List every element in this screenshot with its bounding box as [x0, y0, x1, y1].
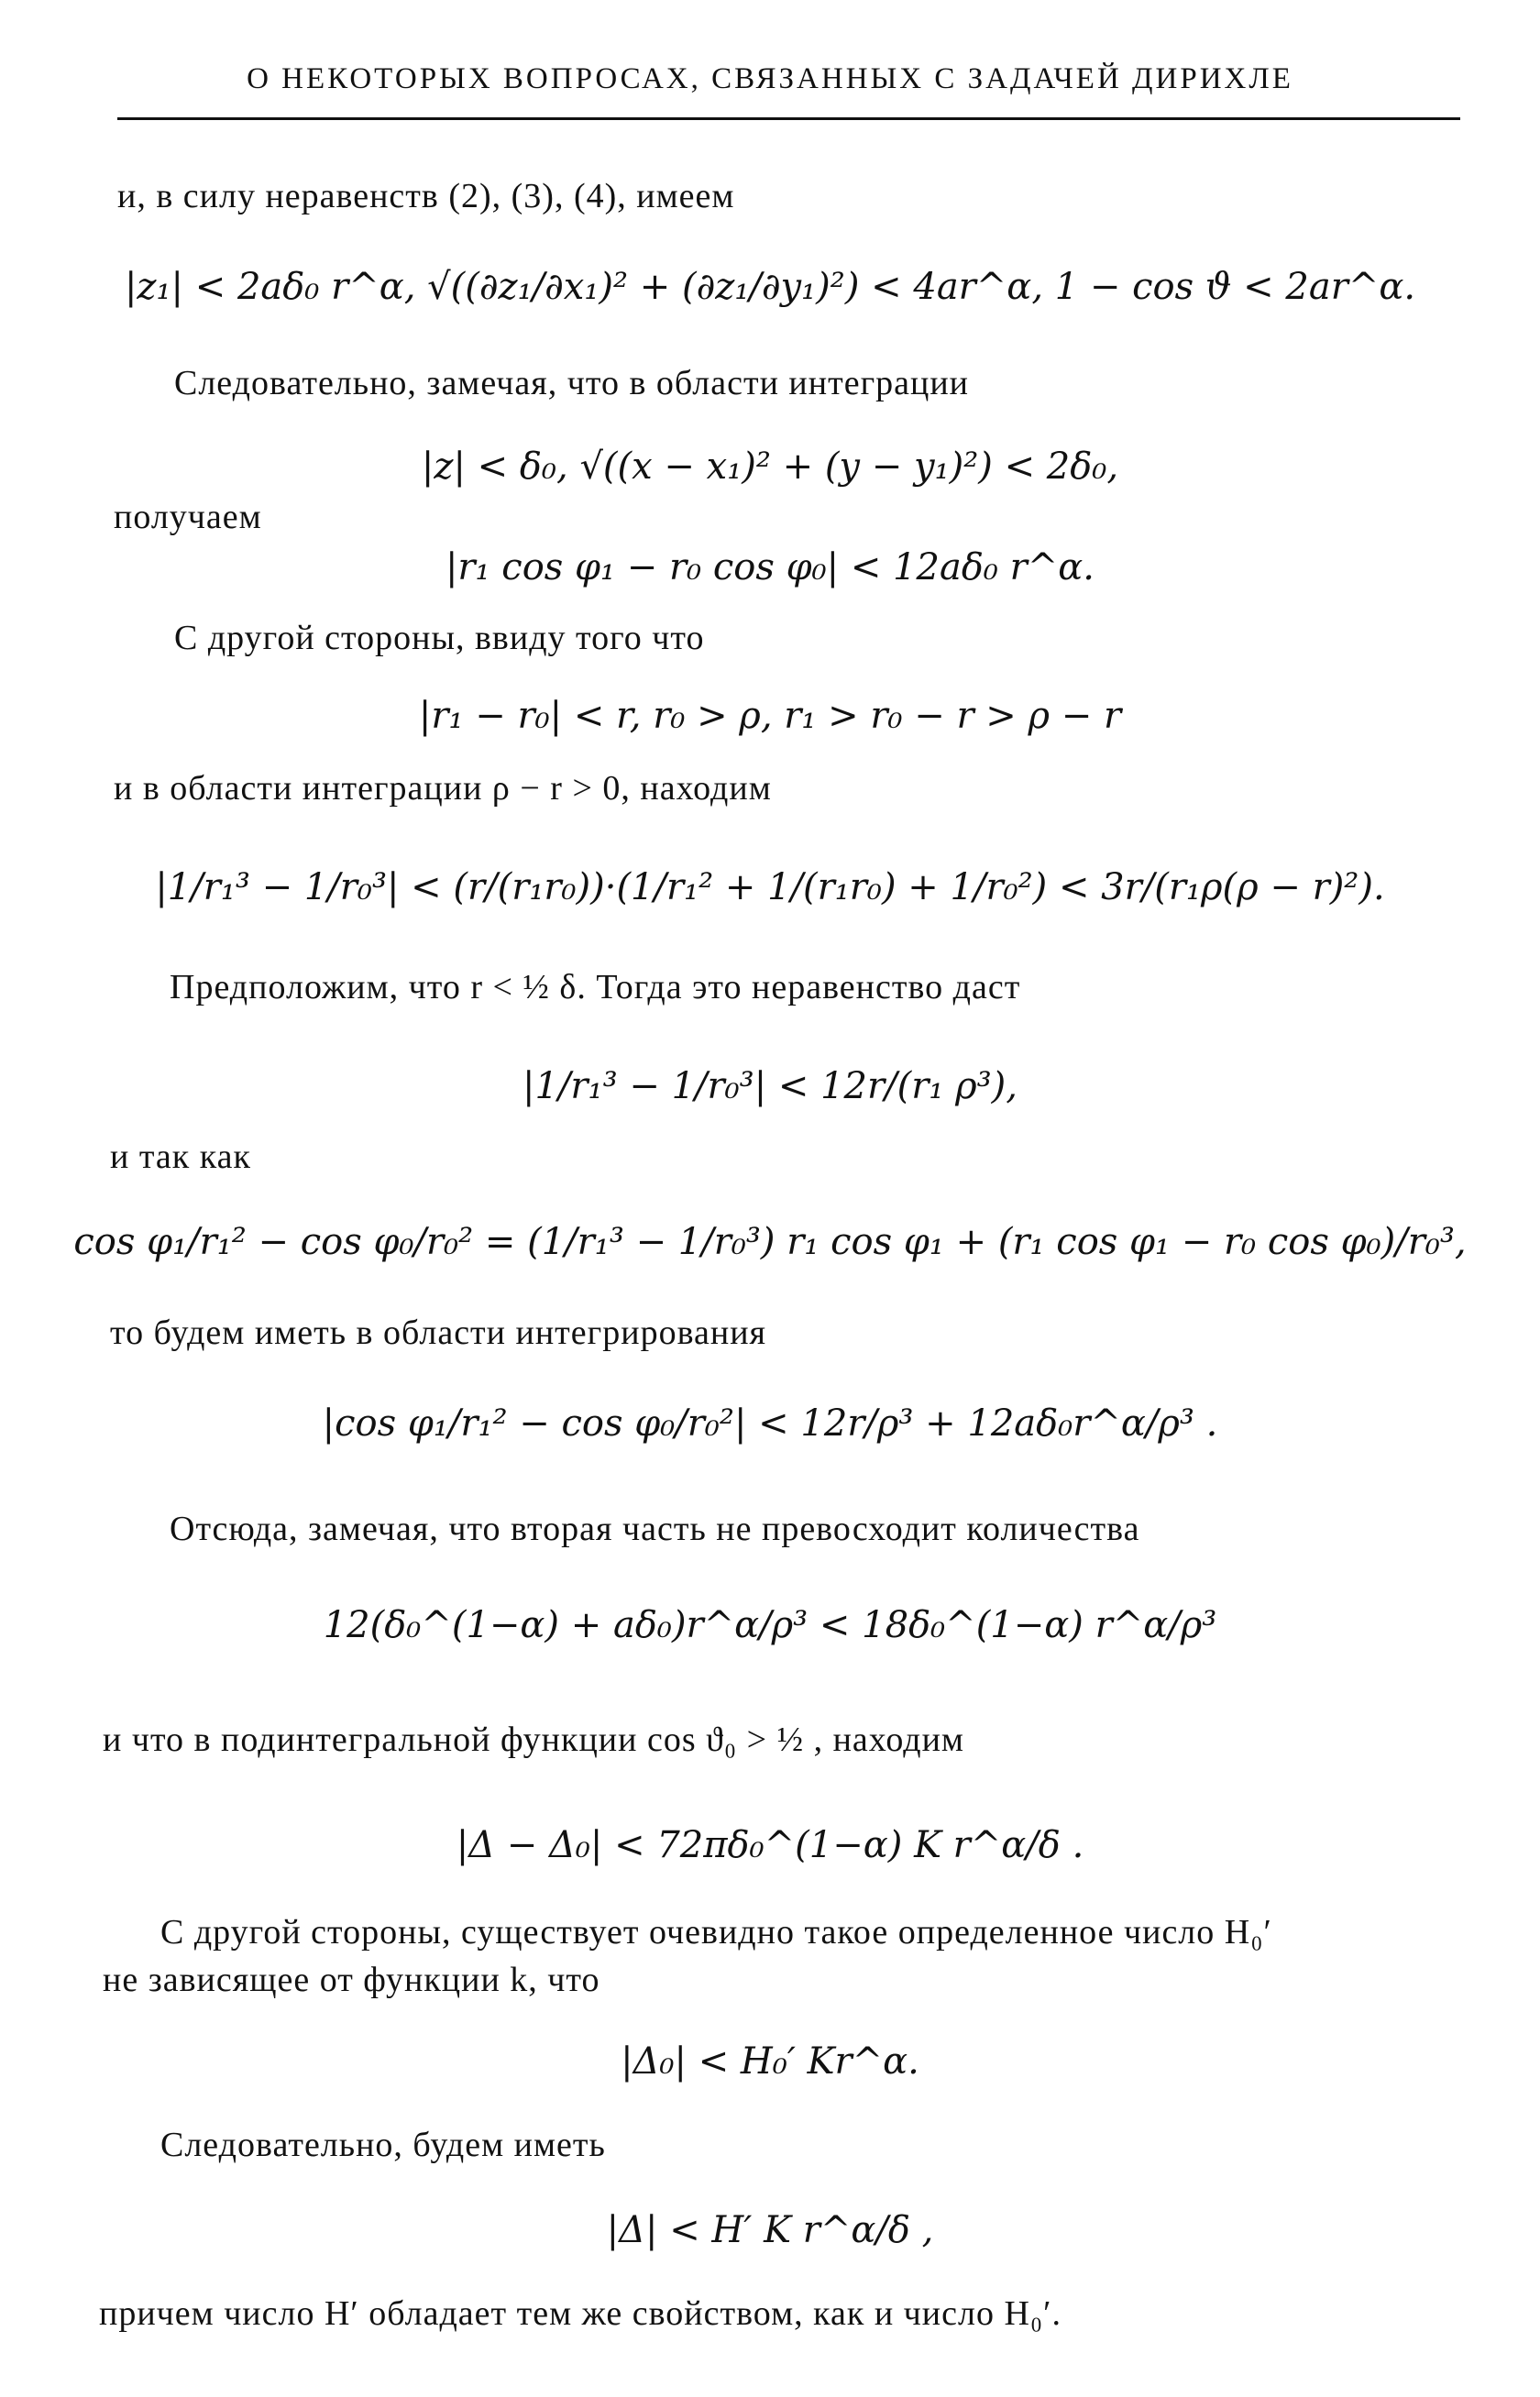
- paragraph: Следовательно, замечая, что в области интеграции: [174, 364, 970, 402]
- paragraph: Отсюда, замечая, что вторая часть не превосходит количества: [170, 1510, 1140, 1548]
- header-rule: [117, 117, 1460, 120]
- paragraph: получаем: [114, 498, 262, 536]
- paragraph: причем число H′ обладает тем же свойством, как и число H₀′.: [99, 2294, 1062, 2333]
- formula: |r₁ − r₀| < r, r₀ > ρ, r₁ > r₀ − r > ρ − r: [418, 695, 1122, 737]
- paragraph: не зависящее от функции k, что: [103, 1961, 600, 1999]
- paragraph: Предположим, что r < ½ δ. Тогда это неравенство даст: [170, 968, 1021, 1006]
- formula: |Δ − Δ₀| < 72πδ₀^(1−α) K r^α/δ .: [456, 1824, 1084, 1866]
- formula: |Δ₀| < H₀′ Kr^α.: [621, 2040, 919, 2083]
- formula: |z₁| < 2aδ₀ r^α, √((∂z₁/∂x₁)² + (∂z₁/∂y₁)²) < 4ar^α, 1 − cos ϑ < 2ar^α.: [124, 266, 1416, 308]
- formula: |1/r₁³ − 1/r₀³| < 12r/(r₁ ρ³),: [522, 1065, 1018, 1107]
- paragraph: и что в подинтегральной функции cos ϑ₀ > ½ , находим: [103, 1721, 964, 1759]
- formula: 12(δ₀^(1−α) + aδ₀)r^α/ρ³ < 18δ₀^(1−α) r^α/ρ³: [323, 1604, 1217, 1646]
- formula: |z| < δ₀, √((x − x₁)² + (y − y₁)²) < 2δ₀,: [421, 445, 1119, 488]
- formula: |r₁ cos φ₁ − r₀ cos φ₀| < 12aδ₀ r^α.: [445, 546, 1095, 588]
- paragraph: С другой стороны, ввиду того что: [174, 619, 705, 657]
- paragraph: и в области интеграции ρ − r > 0, находим: [114, 769, 772, 808]
- paragraph: Следовательно, будем иметь: [160, 2126, 606, 2164]
- formula: |Δ| < H′ K r^α/δ ,: [606, 2209, 934, 2251]
- paragraph: и так как: [110, 1138, 251, 1176]
- paragraph: то будем иметь в области интегрирования: [110, 1314, 767, 1352]
- formula: |1/r₁³ − 1/r₀³| < (r/(r₁r₀))·(1/r₁² + 1/(r₁r₀) + 1/r₀²) < 3r/(r₁ρ(ρ − r)²).: [155, 866, 1385, 908]
- running-header: О НЕКОТОРЫХ ВОПРОСАХ, СВЯЗАННЫХ С ЗАДАЧЕЙ ДИРИХЛЕ: [247, 62, 1293, 95]
- paragraph: С другой стороны, существует очевидно такое определенное число H₀′: [160, 1913, 1272, 1952]
- formula: |cos φ₁/r₁² − cos φ₀/r₀²| < 12r/ρ³ + 12aδ₀r^α/ρ³ .: [322, 1402, 1218, 1445]
- paragraph: и, в силу неравенств (2), (3), (4), имеем: [117, 177, 735, 215]
- formula: cos φ₁/r₁² − cos φ₀/r₀² = (1/r₁³ − 1/r₀³) r₁ cos φ₁ + (r₁ cos φ₁ − r₀ cos φ₀)/r₀³,: [73, 1221, 1467, 1263]
